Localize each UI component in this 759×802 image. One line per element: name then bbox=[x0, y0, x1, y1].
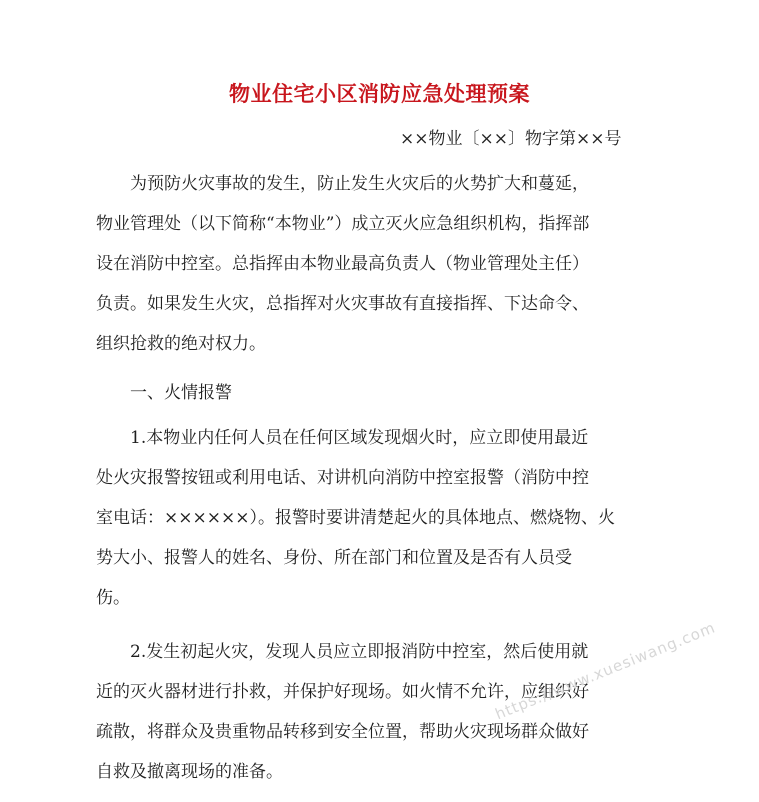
item-2-paragraph bbox=[96, 632, 686, 792]
section-heading-fire-alarm: 一、火情报警 bbox=[130, 383, 232, 403]
watermark-text: https://www.xuesiwang.com bbox=[492, 618, 719, 724]
paragraph-line: 处火灾报警按钮或利用电话、对讲机向消防中控室报警（消防中控 bbox=[96, 468, 589, 488]
paragraph-line: 负责。如果发生火灾，总指挥对火灾事故有直接指挥、下达命令、 bbox=[96, 294, 589, 314]
document-number: ××物业〔××〕物字第××号 bbox=[400, 129, 622, 149]
document-title: 物业住宅小区消防应急处理预案 bbox=[229, 82, 530, 106]
paragraph-line: 设在消防中控室。总指挥由本物业最高负责人（物业管理处主任） bbox=[96, 254, 589, 274]
paragraph-line: 自救及撤离现场的准备。 bbox=[96, 762, 283, 782]
item-1-paragraph bbox=[96, 418, 686, 618]
paragraph-line: 室电话：××××××）。报警时要讲清楚起火的具体地点、燃烧物、火 bbox=[96, 508, 615, 528]
paragraph-line: 伤。 bbox=[96, 588, 130, 608]
paragraph-line: 物业管理处（以下简称“本物业”）成立灭火应急组织机构，指挥部 bbox=[96, 214, 590, 234]
paragraph-line: 势大小、报警人的姓名、身份、所在部门和位置及是否有人员受 bbox=[96, 548, 572, 568]
paragraph-line: 近的灭火器材进行扑救，并保护好现场。如火情不允许，应组织好 bbox=[96, 682, 589, 702]
paragraph-line: 1.本物业内任何人员在任何区域发现烟火时，应立即使用最近 bbox=[130, 428, 589, 448]
paragraph-line: 2.发生初起火灾，发现人员应立即报消防中控室，然后使用就 bbox=[130, 642, 589, 662]
intro-paragraph bbox=[96, 164, 686, 364]
paragraph-line: 疏散，将群众及贵重物品转移到安全位置，帮助火灾现场群众做好 bbox=[96, 722, 589, 742]
paragraph-line: 为预防火灾事故的发生，防止发生火灾后的火势扩大和蔓延， bbox=[130, 174, 589, 194]
paragraph-line: 组织抢救的绝对权力。 bbox=[96, 334, 266, 354]
